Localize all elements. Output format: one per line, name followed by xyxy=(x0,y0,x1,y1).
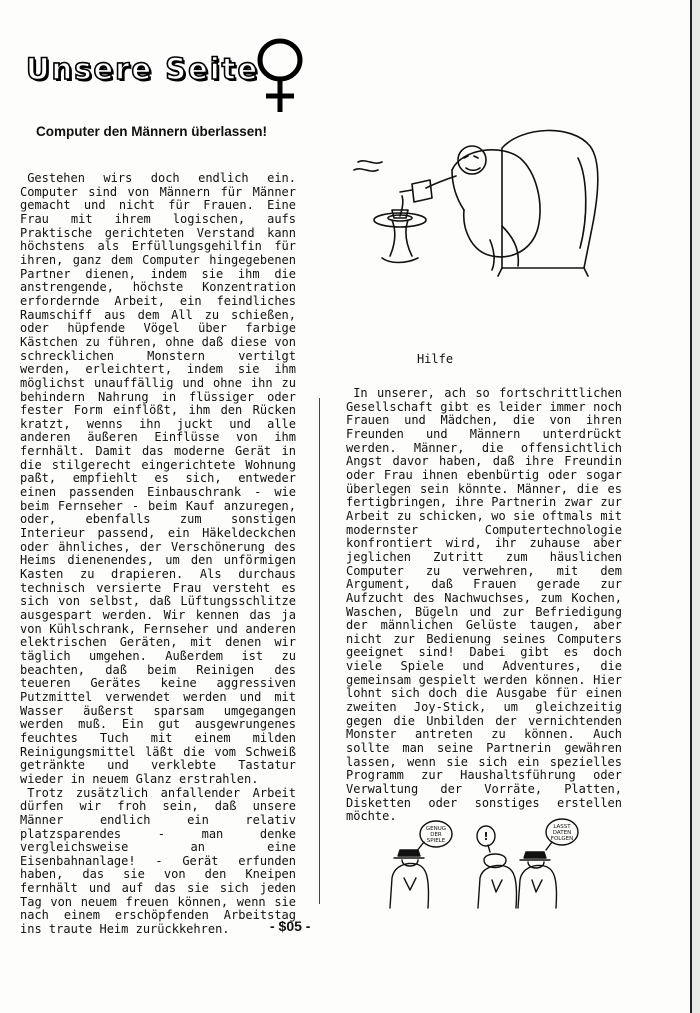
bubble-left-line: DER xyxy=(430,832,442,838)
bubble-exclamation: ! xyxy=(483,830,489,843)
bubble-left-line: GENUG xyxy=(425,826,447,832)
paragraph: In unserer, ach so fortschrittlichen Gesellschaft gibt es leider immer noch Frauen und Mädchen, die von ihren Freunden und Männern unterdrückt werden. Männer, die offensichtlich Angst davor haben, daß ihre Freundin oder Frau ihnen ebenbürtig oder sogar überlegen sein könnte. Männer, die es fertigbringen, ihre Partnerin zwar zur Arbeit zu schicken, wo sie oftmals mit modernster Computertechnologie konfrontiert wird, ihr zuhause aber jeglichen Zutritt zum häuslichen Computer zu verwehren, mit dem Argument, daß Frauen gerade zur Aufzucht des Nachwuchses, zum Kochen, Waschen, Bügeln und zur Befriedigung der männlichen Gelüste taugen, aber nicht zur Bedienung seines Computers geeignet sind! Dabei gibt es doch viele Spiele und Adventures, die gemeinsam gespielt werden können. Hier lohnt sich doch die Ausgabe für einen zweiten Joy-Stick, um gleichzeitig gegen die Unbilden der vernichtenden Monster antreten zu können. Auch sollte man seine Partnerin gewähren lassen, wenn sie sich ein spezielles Programm zur Haushaltsführung oder Verwaltung der Vorräte, Platten, Disketten oder sonstiges erstellen möchte. xyxy=(346,386,622,824)
illustration-man-in-armchair xyxy=(352,118,610,278)
bubble-right-line: LASST xyxy=(553,824,571,830)
illustration-caption: Hilfe xyxy=(416,352,454,366)
article-column-right xyxy=(346,387,622,824)
paragraph: Gestehen wirs doch endlich ein. Computer sind von Männern für Männer gemacht und nicht für Frauen. Eine Frau mit ihrem logischen, aufs Praktische gerichteten Verstand kann höchstens als Erfüllungsgehilfin für ihren, ganz dem Computer hingegebenen Partner dienen, indem sie ihm die anstrengende, höchste Konzentration erfordernde Arbeit, ein feindliches Raumschiff aus dem All zu schießen, oder hüpfende Vögel über farbige Kästchen zu führen, ohne daß diese von schrecklichen Monstern vertilgt werden, erleichtert, indem sie ihm möglichst unauffällig und ohne ihn zu behindern Nahrung in flüssiger oder fester Form einflößt, ihm den Rücken kratzt, wenns ihn juckt und alle anderen äußeren Einflüsse von ihm fernhält. Damit das moderne Gerät in die stilgerecht eingerichtete Wohnung paßt, empfiehlt es sich, entweder einen passenden Einbauschrank - wie beim Fernseher - beim Kauf anzuregen, oder, ebenfalls zum sonstigen Interieur passend, ein Häkeldeckchen oder ähnliches, der Verschönerung des Heims dienenendes, um den unförmigen Kasten zu drapieren. Als durchaus technisch versierte Frau versteht es sich von selbst, daß Lüftungsschlitze ausgespart werden. Wir kennen das ja von Kühlschrank, Fernseher und anderen elektrischen Geräten, mit denen wir täglich umgehen. Außerdem ist zu beachten, daß beim Reinigen des teueren Gerätes keine aggressiven Putzmittel verwendet werden und mit Wasser äußerst sparsam umgegangen werden muß. Ein gut ausgewrungenes feuchtes Tuch mit einem milden Reinigungsmittel läßt die vom Schweiß getränkte und verklebte Tastatur wieder in neuem Glanz erstrahlen. xyxy=(20,171,296,786)
bubble-right-line: DATEN xyxy=(552,830,572,836)
page-number: - $05 - xyxy=(270,918,311,934)
article-column-left xyxy=(20,172,296,937)
column-divider xyxy=(319,398,320,904)
paragraph: Trotz zusätzlich anfallender Arbeit dürfen wir froh sein, daß unsere Männer endlich ein relativ platzsparendes - man denke vergleichsweise an eine Eisenbahnanlage! - Gerät erfunden haben, das sie von den Kneipen fernhält und auf das sie sich jeden Tag von neuem freuen können, wenn sie nach einem erschöpfenden Arbeitstag ins traute Heim zurückkehren. xyxy=(20,785,296,937)
female-symbol-icon xyxy=(252,36,310,114)
page-edge-shadow xyxy=(692,0,700,1013)
section-banner: Unsere Seite xyxy=(26,52,260,86)
bubble-right-line: FOLGEN xyxy=(550,836,574,842)
article-title: Computer den Männern überlassen! xyxy=(36,124,268,139)
illustration-two-men xyxy=(384,818,580,912)
bubble-left-line: SPIELE xyxy=(426,838,446,844)
